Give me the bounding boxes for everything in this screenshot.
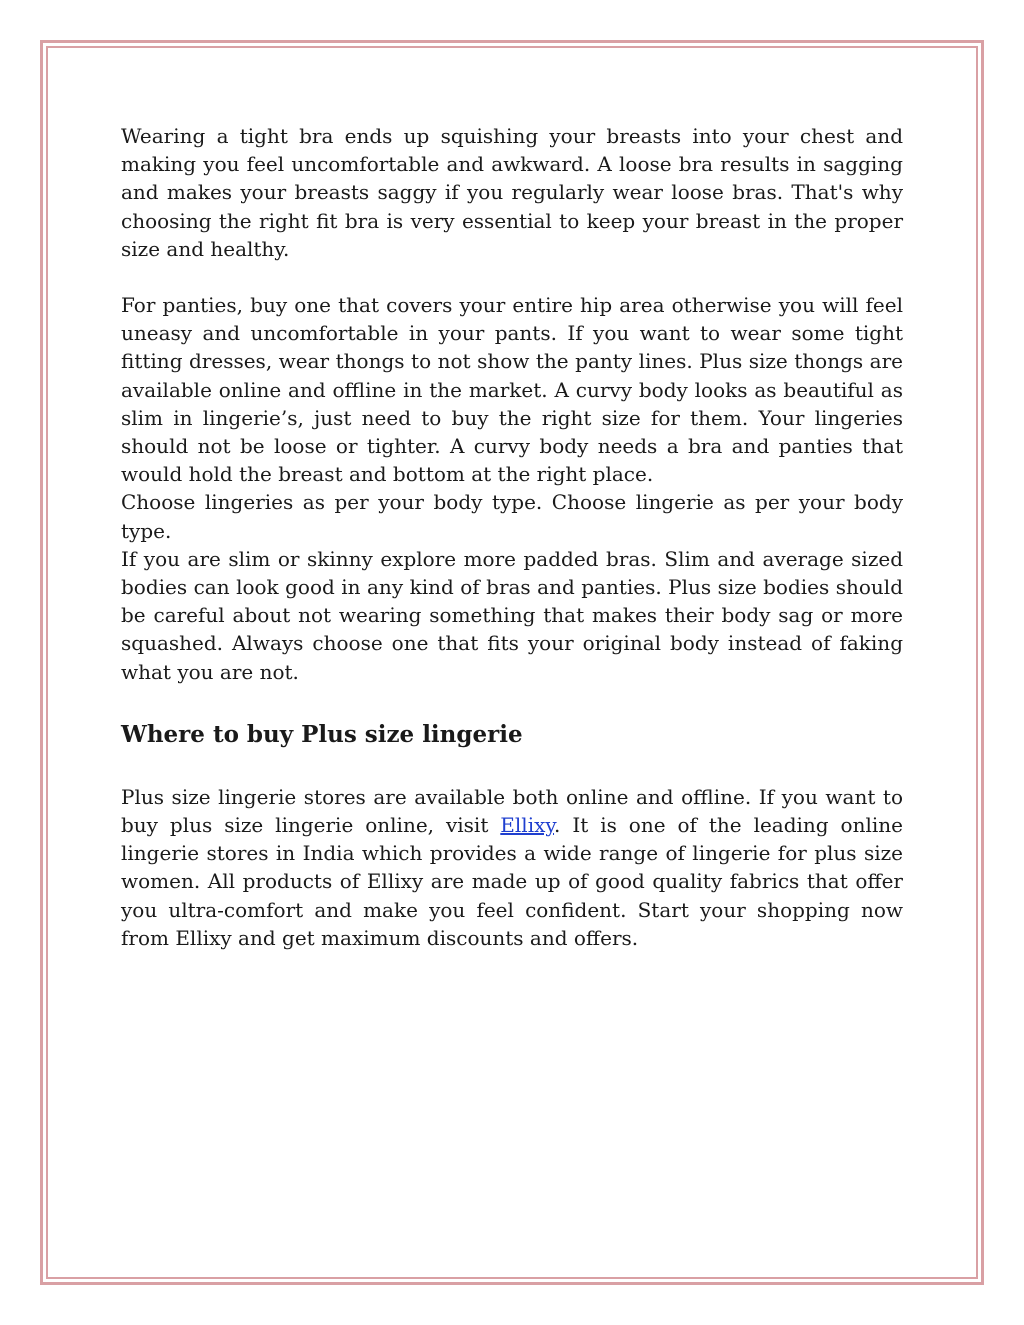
paragraph-where-to-buy	[121, 783, 903, 952]
paragraph-bra-fit: Wearing a tight bra ends up squishing your breasts into your chest and making you feel uncomfortable and awkward. A loose bra results in sagging and makes your breasts saggy if you regularly wear loose bras. That's why choosing the right fit bra is very essential to keep your breast in the proper size and healthy.	[121, 124, 903, 261]
paragraph-where-to-buy-text-end: . It is one of the leading online lingerie stores in India which provides a wide range of lingerie for plus size women. All products of Ellixy are made up of good quality fabrics that offer you ultra-comfort and make you feel confident. Start your shopping now from Ellixy and get maximum discounts and offers.	[121, 813, 903, 950]
paragraph-body-type: Choose lingeries as per your body type. Choose lingerie as per your body type.	[121, 490, 903, 543]
paragraph-slim-skinny: If you are slim or skinny explore more padded bras. Slim and average sized bodies can look good in any kind of bras and panties. Plus size bodies should be careful about not wearing something that makes their body sag or more squashed. Always choose one that fits your original body instead of faking what you are not.	[121, 546, 903, 684]
document-body	[121, 122, 903, 952]
paragraph-where-to-buy-text-start: Plus size lingerie stores are available both online and offline. If you want to buy plus size lingerie online, visit	[121, 784, 903, 838]
paragraph-panties: For panties, buy one that covers your entire hip area otherwise you will feel uneasy and uncomfortable in your pants. If you want to wear some tight fitting dresses, wear thongs to not show the panty lines. Plus size thongs are available online and offline in the market. A curvy body looks as beautiful as slim in lingerie’s, just need to buy the right size for them. Your lingeries should not be loose or tighter. A curvy body needs a bra and panties that would hold the breast and bottom at the right place.	[121, 293, 903, 487]
paragraph-spacer	[121, 263, 903, 291]
ellixy-link[interactable]: Ellixy	[500, 813, 555, 838]
section-heading: Where to buy Plus size lingerie	[121, 720, 523, 748]
